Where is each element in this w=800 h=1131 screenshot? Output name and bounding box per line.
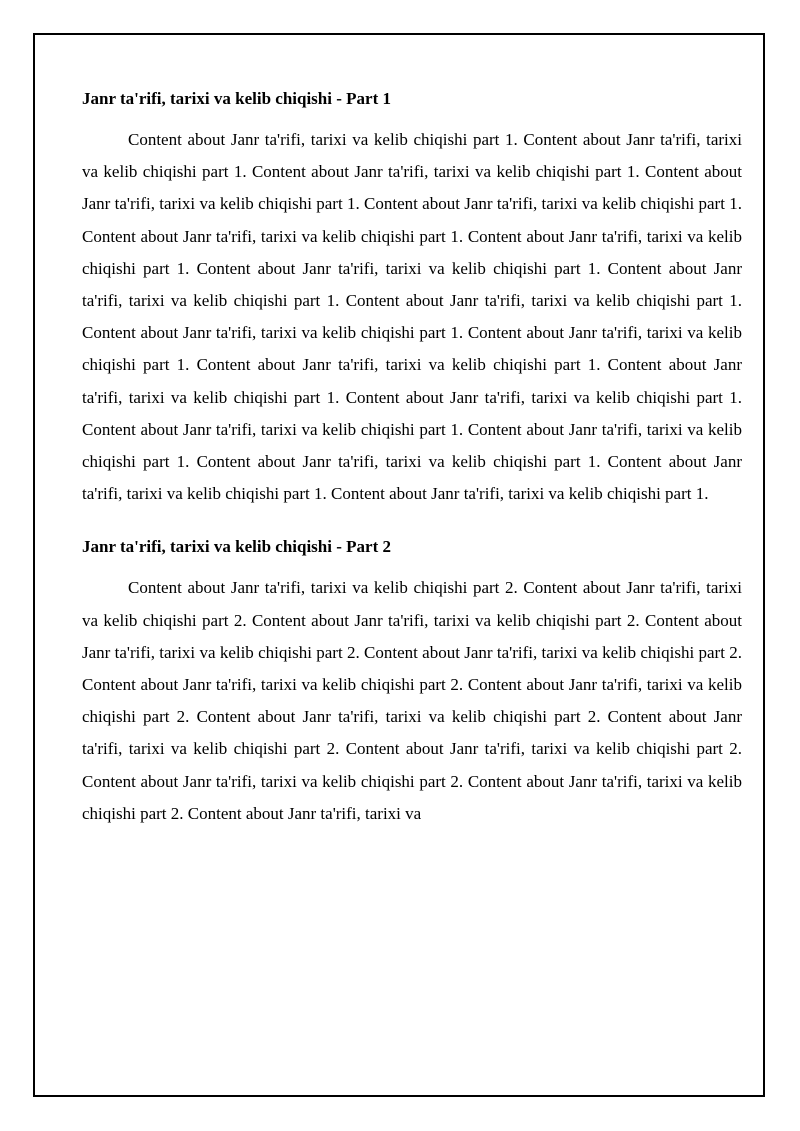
section-part-1 xyxy=(82,88,742,510)
section-part-2 xyxy=(82,536,742,830)
section-heading: Janr ta'rifi, tarixi va kelib chiqishi - Part 2 xyxy=(82,537,391,557)
section-heading: Janr ta'rifi, tarixi va kelib chiqishi - Part 1 xyxy=(82,89,391,108)
section-paragraph: Content about Janr ta'rifi, tarixi va kelib chiqishi part 1. Content about Janr ta'rifi, tarixi va kelib chiqishi part 1. Content about Janr ta'rifi, tarixi va kelib chiqishi part 1. Content about Janr ta'rifi, tarixi va kelib chiqishi part 1. Content about Janr ta'rifi, tarixi va kelib chiqishi part 1. Content about Janr ta'rifi, tarixi va kelib chiqishi part 1. Content about Janr ta'rifi, tarixi va kelib chiqishi part 1. Content about Janr ta'rifi, tarixi va kelib chiqishi part 1. Content about Janr ta'rifi, tarixi va kelib chiqishi part 1. Content about Janr ta'rifi, tarixi va kelib chiqishi part 1. Content about Janr ta'rifi, tarixi va kelib chiqishi part 1. Content about Janr ta'rifi, tarixi va kelib chiqishi part 1. Content about Janr ta'rifi, tarixi va kelib chiqishi part 1. Content about Janr ta'rifi, tarixi va kelib chiqishi part 1. Content about Janr ta'rifi, tarixi va kelib chiqishi part 1. Content about Janr ta'rifi, tarixi va kelib chiqishi part 1. Content about Janr ta'rifi, tarixi va kelib chiqishi part 1. Content about Janr ta'rifi, tarixi va kelib chiqishi part 1. Content about Janr ta'rifi, tarixi va kelib chiqishi part 1. Content about Janr ta'rifi, tarixi va kelib chiqishi part 1. xyxy=(82,130,742,504)
document-body xyxy=(82,82,742,1037)
section-paragraph: Content about Janr ta'rifi, tarixi va kelib chiqishi part 2. Content about Janr ta'rifi, tarixi va kelib chiqishi part 2. Content about Janr ta'rifi, tarixi va kelib chiqishi part 2. Content about Janr ta'rifi, tarixi va kelib chiqishi part 2. Content about Janr ta'rifi, tarixi va kelib chiqishi part 2. Content about Janr ta'rifi, tarixi va kelib chiqishi part 2. Content about Janr ta'rifi, tarixi va kelib chiqishi part 2. Content about Janr ta'rifi, tarixi va kelib chiqishi part 2. Content about Janr ta'rifi, tarixi va kelib chiqishi part 2. Content about Janr ta'rifi, tarixi va kelib chiqishi part 2. Content about Janr ta'rifi, tarixi va kelib chiqishi part 2. Content about Janr ta'rifi, tarixi va kelib chiqishi part 2. Content about Janr ta'rifi, tarixi va xyxy=(82,578,742,823)
